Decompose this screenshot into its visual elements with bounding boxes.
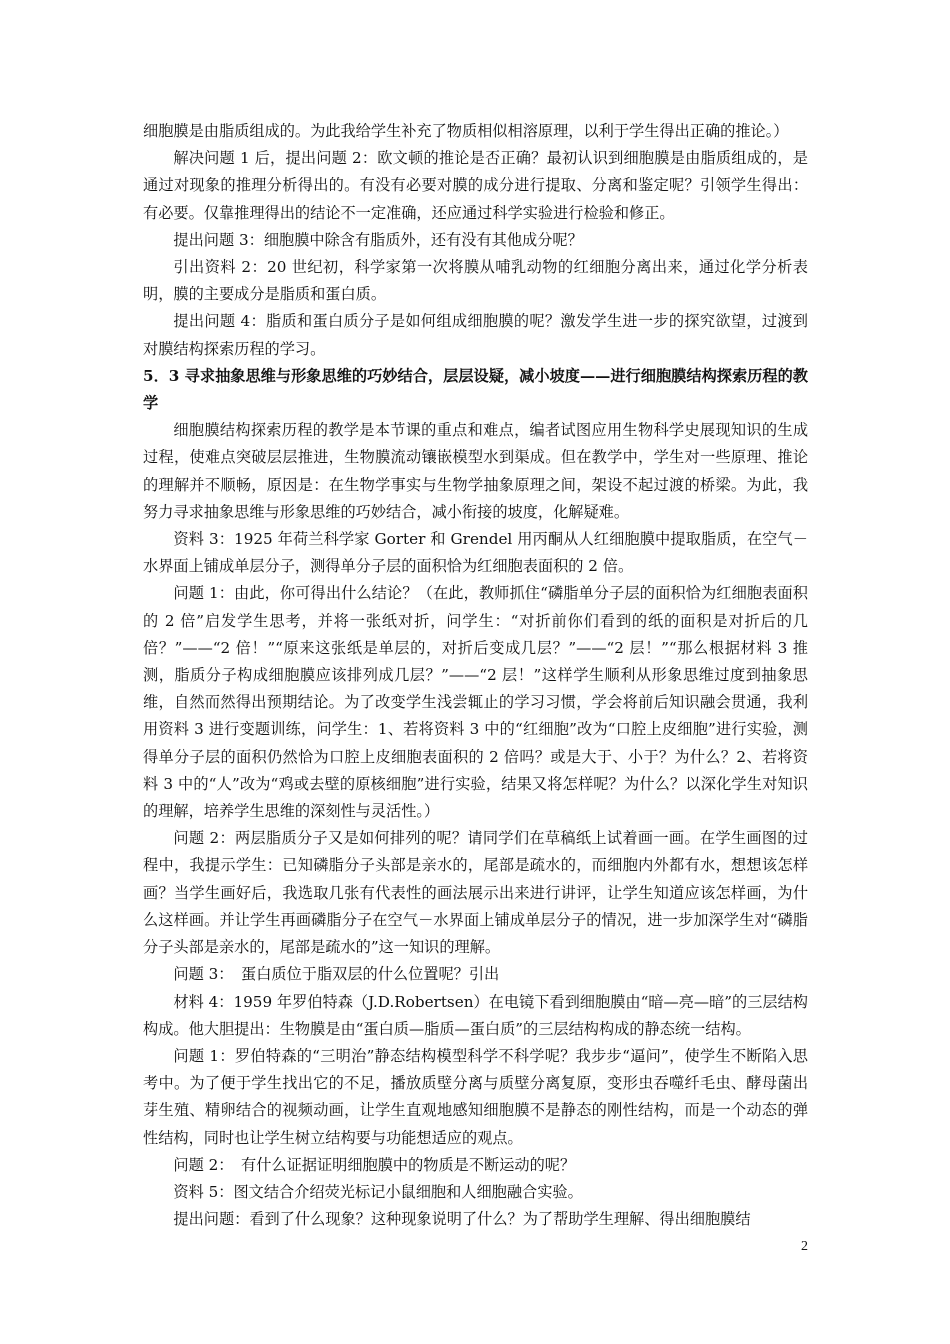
body-text (143, 118, 808, 1233)
paragraph-question-2: 解决问题 1 后，提出问题 2：欧文顿的推论是否正确？最初认识到细胞膜是由脂质组成的，是通过对现象的推理分析得出的。有没有必要对膜的成分进行提取、分离和鉴定呢？引领学生得出：有必要。仅靠推理得出的结论不一定准确，还应通过科学实验进行检验和修正。 (143, 149, 808, 222)
paragraph-problem-1b: 问题 1：罗伯特森的“三明治”静态结构模型科学不科学呢？我步步“逼问”，使学生不断陷入思考中。为了便于学生找出它的不足，播放质壁分离与质壁分离复原，变形虫吞噬纤毛虫、酵母菌出芽生殖、精卵结合的视频动画，让学生直观地感知细胞膜不是静态的刚性结构，而是一个动态的弹性结构，同时也让学生树立结构要与功能想适应的观点。 (143, 1046, 808, 1147)
paragraph-problem-1: 问题 1：由此，你可得出什么结论？（在此，教师抓住“磷脂单分子层的面积恰为红细胞表面积的 2 倍”启发学生思考，并将一张纸对折，问学生：“对折前你们看到的纸的面积是对折后的几倍？”——“2 倍！”“原来这张纸是单层的，对折后变成几层？”——“2 层！”“那么根据材料 3 推测，脂质分子构成细胞膜应该排列成几层？”——“2 层！”这样学生顺利从形象思维过度到抽象思维，自然而然得出预期结论。为了改变学生浅尝辄止的学习习惯，学会将前后知识融会贯通，我利用资料 3 进行变题训练，问学生：1、若将资料 3 中的“红细胞”改为“口腔上皮细胞”进行实验，测得单分子层的面积仍然恰为口腔上皮细胞表面积的 2 倍吗？或是大于、小于？为什么？2、若将资料 3 中的“人”改为“鸡或去壁的原核细胞”进行实验，结果又将怎样呢？为什么？以深化学生对知识的理解，培养学生思维的深刻性与灵活性。） (143, 584, 808, 821)
paragraph-continuation: 细胞膜是由脂质组成的。为此我给学生补充了物质相似相溶原理，以利于学生得出正确的推论。） (143, 122, 789, 140)
paragraph-problem-2b: 问题 2： 有什么证据证明细胞膜中的物质是不断运动的呢？ (173, 1155, 576, 1174)
paragraph-material-4: 材料 4：1959 年罗伯特森（J.D.Robertsen）在电镜下看到细胞膜由“暗—亮—暗”的三层结构构成。他大胆提出：生物膜是由“蛋白质—脂质—蛋白质”的三层结构构成的静态统一结构。 (143, 992, 808, 1038)
paragraph-question-4: 提出问题 4：脂质和蛋白质分子是如何组成细胞膜的呢？激发学生进一步的探究欲望，过渡到对膜结构探索历程的学习。 (143, 312, 808, 358)
page-number: 2 (801, 1239, 808, 1254)
paragraph-problem-3: 问题 3： 蛋白质位于脂双层的什么位置呢？引出 (173, 965, 500, 984)
paragraph-material-5: 资料 5：图文结合介绍荧光标记小鼠细胞和人细胞融合实验。 (173, 1182, 583, 1201)
paragraph-question-3: 提出问题 3：细胞膜中除含有脂质外，还有没有其他成分呢？ (173, 230, 583, 249)
paragraph-material-3: 资料 3：1925 年荷兰科学家 Gorter 和 Grendel 用丙酮从人红细胞膜中提取脂质，在空气－水界面上铺成单层分子，测得单分子层的面积恰为红细胞表面积的 2 倍。 (143, 530, 808, 576)
paragraph-final-question: 提出问题：看到了什么现象？这种现象说明了什么？为了帮助学生理解、得出细胞膜结 (173, 1210, 751, 1229)
paragraph-intro: 细胞膜结构探索历程的教学是本节课的重点和难点，编者试图应用生物科学史展现知识的生成过程，使难点突破层层推进，生物膜流动镶嵌模型水到渠成。但在教学中，学生对一些原理、推论的理解并不顺畅，原因是：在生物学事实与生物学抽象原理之间，架设不起过渡的桥梁。为此，我努力寻求抽象思维与形象思维的巧妙结合，减小衔接的坡度，化解疑难。 (143, 421, 808, 521)
section-heading-5-3: 5．3 寻求抽象思维与形象思维的巧妙结合，层层设疑，减小坡度——进行细胞膜结构探索历程的教学 (143, 366, 808, 413)
paragraph-material-2: 引出资料 2：20 世纪初，科学家第一次将膜从哺乳动物的红细胞分离出来，通过化学分析表明，膜的主要成分是脂质和蛋白质。 (143, 258, 808, 304)
paragraph-problem-2: 问题 2：两层脂质分子又是如何排列的呢？请同学们在草稿纸上试着画一画。在学生画图的过程中，我提示学生：已知磷脂分子头部是亲水的，尾部是疏水的，而细胞内外都有水，想想该怎样画？当学生画好后，我选取几张有代表性的画法展示出来进行讲评，让学生知道应该怎样画，为什么这样画。并让学生再画磷脂分子在空气－水界面上铺成单层分子的情况，进一步加深学生对“磷脂分子头部是亲水的，尾部是疏水的”这一知识的理解。 (143, 829, 808, 957)
